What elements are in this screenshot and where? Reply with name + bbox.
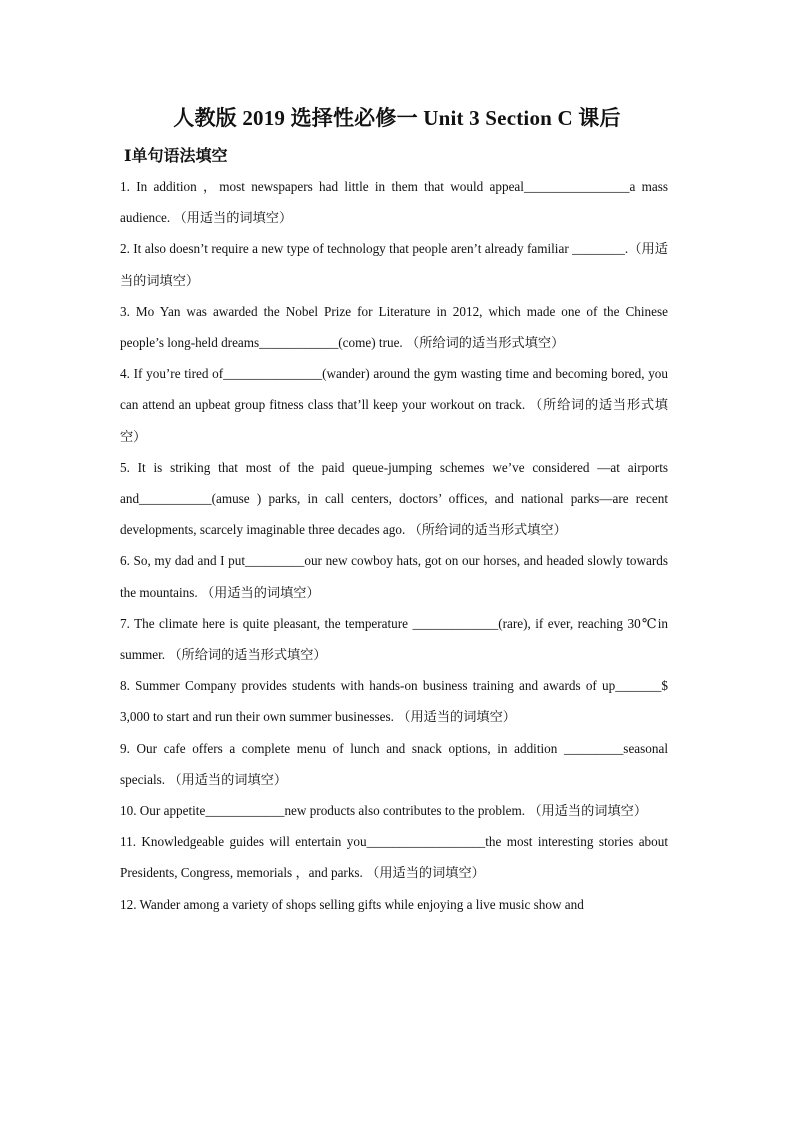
question-1 [120, 171, 668, 233]
question-text: 3. Mo Yan was awarded the Nobel Prize for Literature in 2012, which made one of the Chinese people’s long-held dreams____________(come) true. （所给词的适当形式填空） [120, 303, 668, 351]
question-text: 9. Our cafe offers a complete menu of lunch and snack options, in addition _________seasonal specials. （用适当的词填空） [120, 740, 668, 787]
question-text: 2. It also doesn’t require a new type of technology that people aren’t already familiar ________.（用适当的词填空） [120, 241, 668, 288]
question-text: 10. Our appetite____________new products also contributes to the problem. （用适当的词填空） [120, 803, 648, 819]
question-text: 8. Summer Company provides students with hands-on business training and awards of up_______$ 3,000 to start and run their own summer businesses. （用适当的词填空） [120, 678, 668, 725]
question-text: 4. If you’re tired of_______________(wander) around the gym wasting time and becoming bored, you can attend an upbeat group fitness class that’ll keep your workout on track. （所给词的适当形式填空） [120, 366, 668, 444]
question-2 [120, 233, 668, 295]
question-text: 12. Wander among a variety of shops selling gifts while enjoying a live music show and [120, 896, 584, 912]
question-3 [120, 296, 668, 358]
question-7 [120, 608, 668, 670]
document-title: 人教版 2019 选择性必修一 Unit 3 Section C 课后 [173, 106, 621, 130]
question-list [120, 171, 668, 920]
question-text: 11. Knowledgeable guides will entertain you__________________the most interesting stories about Presidents, Congress, memorials ，and parks. （用适当的词填空） [120, 834, 668, 881]
question-10 [120, 795, 668, 826]
question-12 [120, 889, 668, 920]
question-4 [120, 358, 668, 452]
question-5 [120, 452, 668, 546]
question-text: 5. It is striking that most of the paid queue-jumping schemes we’ve considered —at airports and___________(amuse ) parks, in call centers, doctors’ offices, and national parks—are recent developments, scarcely imaginable three decades ago. （所给词的适当形式填空） [120, 459, 668, 538]
question-9 [120, 733, 668, 795]
question-6 [120, 545, 668, 607]
question-11 [120, 826, 668, 888]
question-text: 7. The climate here is quite pleasant, the temperature _____________(rare), if ever, reaching 30℃in summer. （所给词的适当形式填空） [120, 615, 668, 663]
section-heading: Ⅰ单句语法填空 [124, 148, 228, 165]
question-8 [120, 670, 668, 732]
question-text: 6. So, my dad and I put_________our new cowboy hats, got on our horses, and headed slowly towards the mountains. （用适当的词填空） [120, 553, 668, 600]
question-text: 1. In addition ，most newspapers had little in them that would appeal________________a mass audience. （用适当的词填空） [120, 179, 668, 226]
